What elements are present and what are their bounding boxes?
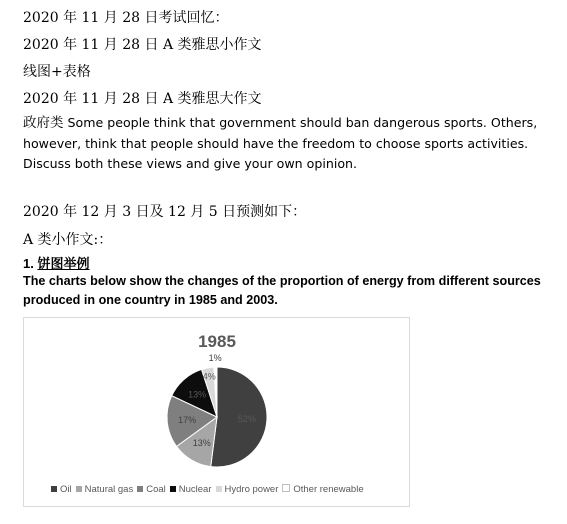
chart-legend	[51, 484, 368, 495]
legend-swatch	[282, 484, 290, 492]
legend-swatch	[51, 486, 57, 492]
essay-body: Some people think that government should ban dangerous sports. Others, however, think that people should have the freedom to choose sports activities. Discuss both these views and give your own opinion.	[23, 115, 538, 171]
legend-swatch	[137, 486, 143, 492]
pie-label-hydro-power: 4%	[202, 371, 216, 382]
legend-item-natural-gas	[76, 484, 134, 495]
pie-chart-svg	[24, 318, 409, 506]
legend-swatch	[216, 486, 222, 492]
legend-item-oil	[51, 484, 72, 495]
task1-type: 线图+表格	[23, 64, 91, 80]
legend-label: Other renewable	[293, 484, 364, 495]
legend-swatch	[170, 486, 176, 492]
pie-label-other-renewable: 1%	[208, 353, 222, 364]
legend-item-nuclear	[170, 484, 212, 495]
item-title: 饼图举例	[37, 256, 90, 271]
task2-essay-prompt	[23, 113, 543, 175]
legend-label: Nuclear	[178, 484, 212, 495]
prediction-heading: 2020 年 12 月 3 日及 12 月 5 日预测如下：	[23, 204, 307, 220]
legend-item-other-renewable	[282, 484, 363, 495]
pie-label-natural-gas: 13%	[192, 437, 211, 448]
legend-label: Oil	[60, 484, 72, 495]
task-description: The charts below show the changes of the proportion of energy from different sources produced in one country in 1985 and 2003.	[23, 274, 541, 307]
pie-label-nuclear: 13%	[188, 389, 207, 400]
task1-prediction-label: A 类小作文:：	[23, 232, 113, 248]
pie-label-oil: 52%	[237, 413, 256, 424]
item-number: 1.	[23, 256, 34, 271]
pie-label-coal: 17%	[178, 414, 197, 425]
exam-recall-heading: 2020 年 11 月 28 日考试回忆：	[23, 10, 229, 26]
chart-title: 1985	[198, 332, 236, 351]
essay-category: 政府类	[23, 115, 64, 131]
task2-heading: 2020 年 11 月 28 日 A 类雅思大作文	[23, 91, 262, 107]
legend-label: Coal	[146, 484, 166, 495]
legend-swatch	[76, 486, 82, 492]
item-heading	[23, 255, 89, 273]
legend-label: Hydro power	[224, 484, 279, 495]
pie-chart-1985	[23, 317, 410, 507]
legend-item-hydro-power	[216, 484, 279, 495]
task1-heading: 2020 年 11 月 28 日 A 类雅思小作文	[23, 37, 262, 53]
legend-item-coal	[137, 484, 166, 495]
legend-label: Natural gas	[84, 484, 134, 495]
